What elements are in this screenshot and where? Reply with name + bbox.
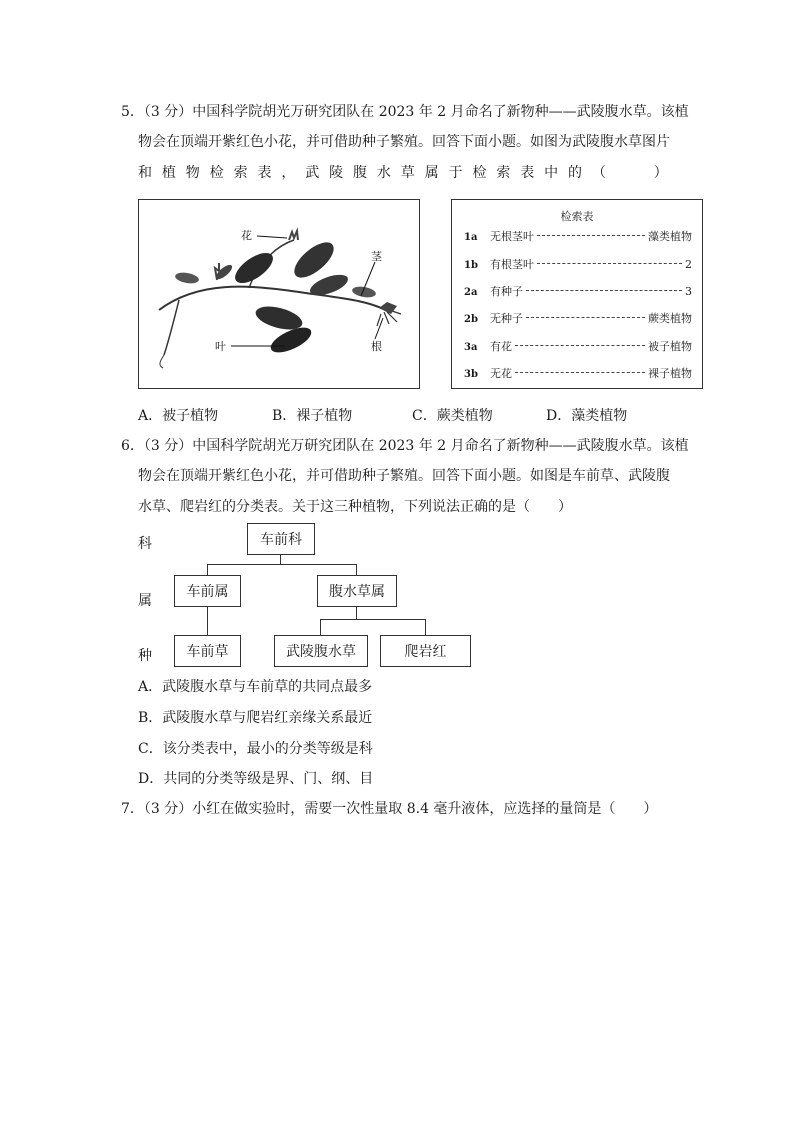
q5-line-3-char: 检 [472,165,487,181]
q5-line-3-char: 陵 [329,165,344,181]
q6-line-1: 6．（3 分）中国科学院胡光万研究团队在 2023 年 2 月命名了新物种——武陵腹水草。该植 [121,438,689,454]
q5-option-d[interactable]: D．藻类植物 [546,408,628,424]
tree-connector [207,564,357,565]
q5-line-3-char: 腹 [353,165,368,181]
q5-line-1: 5．（3 分）中国科学院胡光万研究团队在 2023 年 2 月命名了新物种——武陵腹水草。该植 [121,104,689,120]
key-result: 蕨类植物 [648,312,692,325]
tree-species3-box: 爬岩红 [380,635,471,667]
tree-genus2-box: 腹水草属 [317,575,397,607]
key-text: 无种子 [490,312,523,325]
q5-line-3-char: ） [653,165,668,181]
key-leader-dots [526,317,645,318]
key-leader-dots [537,235,645,236]
key-leader-dots [515,345,645,346]
key-text: 无根茎叶 [490,230,534,243]
q5-line-3-char: 于 [448,165,463,181]
q5-option-b[interactable]: B．裸子植物 [272,408,353,424]
q5-line-3-char: 和 [138,165,152,181]
identification-key [451,199,703,389]
q5-line-3-char: 物 [185,165,200,181]
key-code: 2a [464,287,478,298]
key-code: 1a [464,232,478,243]
wuling-plant-illustration [139,200,419,388]
key-code: 1b [464,260,478,271]
q5-line-3-char: 索 [233,165,248,181]
q5-line-3-char: ， [281,165,296,181]
q5-line-3-char: （ [591,165,606,181]
rank-family: 科 [138,536,152,552]
key-result: 裸子植物 [648,367,692,380]
key-text: 有花 [490,340,512,353]
tree-species1-box: 车前草 [174,635,241,667]
tree-genus1-box: 车前属 [174,575,241,607]
q5-option-a[interactable]: A．被子植物 [138,408,219,424]
q7-line-1: 7．（3 分）小红在做实验时，需要一次性量取 8.4 毫升液体，应选择的量筒是（ ） [121,801,658,817]
q6-option-d[interactable]: D．共同的分类等级是界、门、纲、目 [138,771,374,787]
key-result: 被子植物 [648,340,692,353]
q5-line-3-char: 属 [424,165,439,181]
key-row [464,256,692,272]
q6-line-3: 水草、爬岩红的分类表。关于这三种植物，下列说法正确的是（ ） [138,499,572,515]
q5-line-2: 物会在顶端开紫红色小花，并可借助种子繁殖。回答下面小题。如图为武陵腹水草图片 [138,134,670,150]
q5-line-3-char: 表 [257,165,272,181]
q5-line-3-char: 检 [209,165,224,181]
key-code: 3b [464,369,478,380]
q6-option-b[interactable]: B．武陵腹水草与爬岩红亲缘关系最近 [138,710,373,726]
key-code: 2b [464,314,478,325]
key-result: 3 [685,285,692,298]
q5-line-3 [138,164,668,182]
root-label: 根 [371,340,382,353]
key-code: 3a [464,342,478,353]
key-row [464,338,692,354]
q6-option-a[interactable]: A．武陵腹水草与车前草的共同点最多 [138,679,373,695]
key-leader-dots [537,263,682,264]
key-leader-dots [515,372,645,373]
tree-connector [320,619,321,636]
tree-connector [425,619,426,636]
q5-line-3-char: 武 [305,165,320,181]
plant-figure [138,199,420,389]
q6-option-c[interactable]: C．该分类表中，最小的分类等级是科 [138,741,373,757]
key-row [464,283,692,299]
rank-species: 种 [138,648,152,664]
key-text: 无花 [490,367,512,380]
q5-option-c[interactable]: C．蕨类植物 [412,408,493,424]
key-result: 藻类植物 [648,230,692,243]
key-row [464,228,692,244]
key-text: 有根茎叶 [490,258,534,271]
tree-family-box: 车前科 [247,523,315,555]
q5-line-3-char: 中 [544,165,559,181]
q5-line-3-char: 表 [520,165,535,181]
tree-connector [356,607,357,619]
key-title: 检索表 [560,210,594,223]
q6-line-2: 物会在顶端开紫红色小花，并可借助种子繁殖。回答下面小题。如图是车前草、武陵腹 [138,468,670,484]
key-row [464,310,692,326]
q5-line-3-char: 水 [376,165,391,181]
q5-line-3-char: 植 [161,165,176,181]
tree-connector [320,619,426,620]
rank-genus: 属 [138,593,152,609]
q5-line-3-char: 草 [400,165,415,181]
key-leader-dots [526,290,682,291]
flower-label: 花 [241,229,252,242]
q5-line-3-char: 的 [568,165,583,181]
key-result: 2 [685,258,692,271]
tree-connector [207,607,208,636]
stem-label: 茎 [371,250,382,263]
q5-line-3-char [616,164,644,182]
tree-species2-box: 武陵腹水草 [274,635,368,667]
key-text: 有种子 [490,285,523,298]
key-row [464,365,692,381]
q5-line-3-char: 索 [496,165,511,181]
leaf-label: 叶 [215,340,226,353]
